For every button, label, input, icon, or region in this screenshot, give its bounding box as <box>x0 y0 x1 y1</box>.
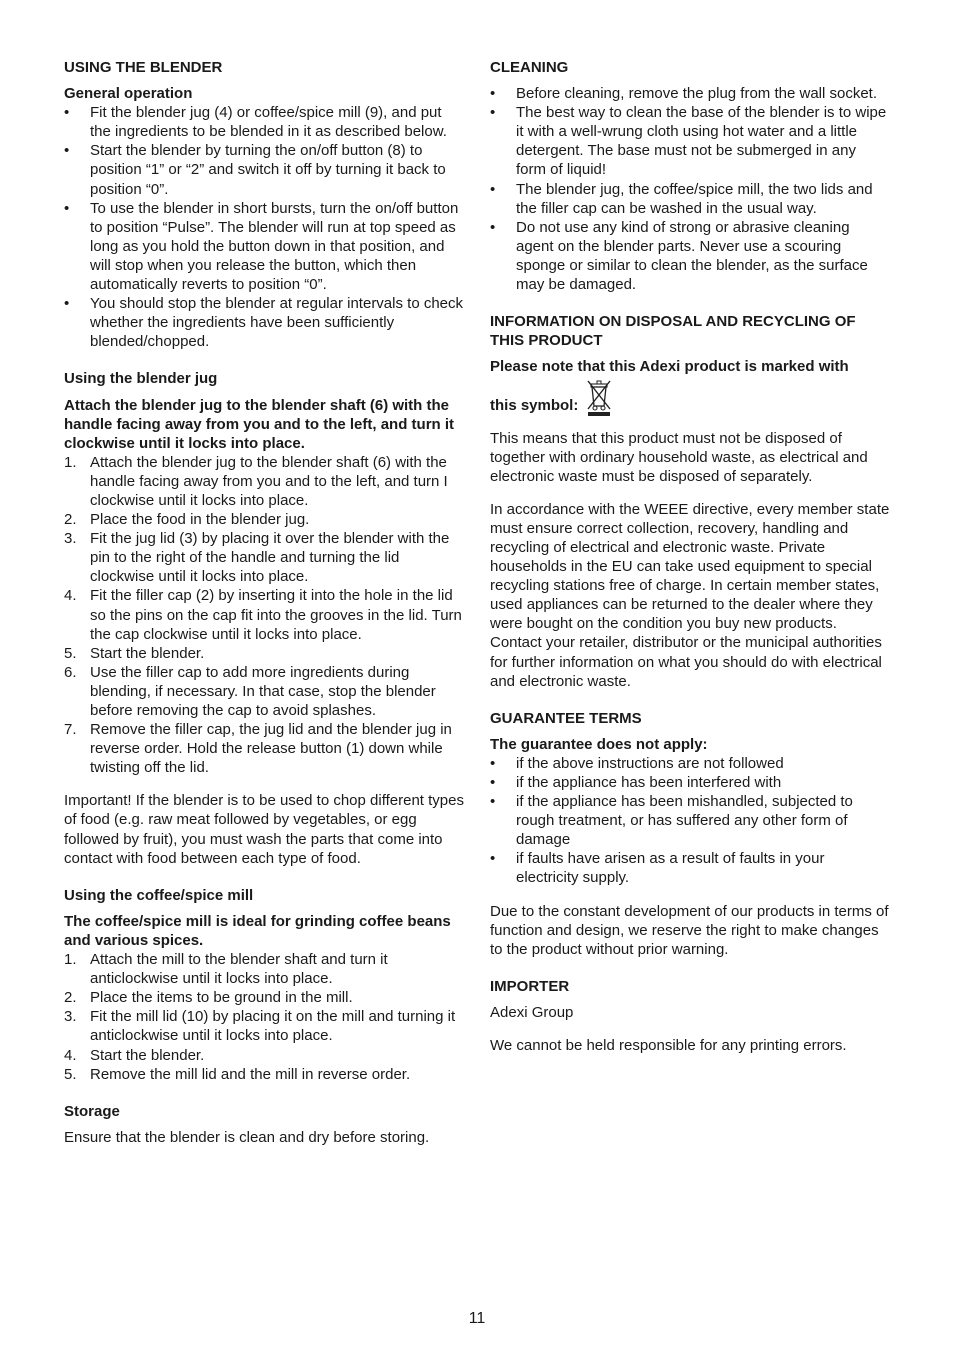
guarantee-subheading: The guarantee does not apply: <box>490 735 708 753</box>
list-item: • You should stop the blender at regular intervals to check whether the ingredients have been sufficiently blended/chopped. <box>64 294 464 351</box>
storage-text: Ensure that the blender is clean and dry before storing. <box>64 1128 430 1146</box>
list-item: • if faults have arisen as a result of faults in your electricity supply. <box>490 849 890 887</box>
disposal-paragraph-1: This means that this product must not be disposed of together with ordinary household waste, as electrical and electronic waste must be disposed of separately. <box>490 429 868 485</box>
importer-name: Adexi Group <box>490 1003 574 1021</box>
list-item: • if the above instructions are not followed <box>490 754 890 773</box>
using-blender-heading: USING THE BLENDER <box>64 59 223 76</box>
list-item: 1. Attach the mill to the blender shaft and turn it anticlockwise until it locks into place. <box>64 951 388 988</box>
coffee-mill-steps <box>64 950 464 1084</box>
list-item: 5. Start the blender. <box>64 644 205 662</box>
important-note: Important! If the blender is to be used to chop different types of food (e.g. raw meat followed by vegetables, or egg followed by fruit), you must wash the parts that come into contact with food between each type of food. <box>64 792 464 867</box>
disposal-paragraph-2: In accordance with the WEEE directive, every member state must ensure correct collection, recovery, handling and recycling of electrical and electronic waste. Private households in the EU can take used equipment to special recycling stations free of charge. In certain member states, used appliances can be returned to the dealer where they were bought on the condition you buy new products. Contact your retailer, distributor or the municipal authorities for further information on what you should do with electrical and electronic waste. <box>490 500 890 690</box>
printing-errors-note: We cannot be held responsible for any printing errors. <box>490 1037 847 1055</box>
list-item: 3. Fit the jug lid (3) by placing it over the blender with the pin to the right of the handle and turning the lid clockwise until it locks into place. <box>64 530 450 586</box>
coffee-mill-intro: The coffee/spice mill is ideal for grinding coffee beans and various spices. <box>64 912 451 949</box>
coffee-mill-heading: Using the coffee/spice mill <box>64 886 254 904</box>
storage-heading: Storage <box>64 1102 120 1120</box>
disposal-symbol-line <box>490 378 890 421</box>
list-item: • The blender jug, the coffee/spice mill, the two lids and the filler cap can be washed in the usual way. <box>490 180 890 218</box>
guarantee-heading: GUARANTEE TERMS <box>490 709 642 727</box>
disposal-symbol-label: this symbol: <box>490 397 579 415</box>
list-item: • To use the blender in short bursts, turn the on/off button to position “Pulse”. The blender will run at top speed as long as you hold the button down in that position, and will stop when you release the button, which then automatically reverts to position “0”. <box>64 199 464 294</box>
list-item: • Fit the blender jug (4) or coffee/spice mill (9), and put the ingredients to be blended in it as described below. <box>64 103 464 141</box>
guarantee-list <box>490 754 890 888</box>
guarantee-paragraph: Due to the constant development of our products in terms of function and design, we reserve the right to make changes to the product without prior warning. <box>490 902 889 958</box>
list-item: 6. Use the filler cap to add more ingredients during blending, if necessary. In that case, stop the blender before removing the cap to avoid splashes. <box>64 663 436 719</box>
list-item: 5. Remove the mill lid and the mill in reverse order. <box>64 1065 411 1083</box>
list-item: 7. Remove the filler cap, the jug lid and the blender jug in reverse order. Hold the release button (1) down while twisting off the lid. <box>64 721 452 777</box>
list-item: • The best way to clean the base of the blender is to wipe it with a well-wrung cloth using hot water and a little detergent. The base must not be submerged in any form of liquid! <box>490 103 890 179</box>
disposal-note: Please note that this Adexi product is marked with <box>490 358 849 376</box>
list-item: • Start the blender by turning the on/off button (8) to position “1” or “2” and switch it off by turning it back to position “0”. <box>64 141 464 198</box>
disposal-heading: INFORMATION ON DISPOSAL AND RECYCLING OF THIS PRODUCT <box>490 313 856 350</box>
list-item: • Before cleaning, remove the plug from the wall socket. <box>490 84 890 103</box>
list-item: • Do not use any kind of strong or abrasive cleaning agent on the blender parts. Never use a scouring sponge or similar to clean the blender, as the surface may be damaged. <box>490 218 890 294</box>
blender-jug-intro: Attach the blender jug to the blender shaft (6) with the handle facing away from you and to the left, and turn it clockwise until it locks into place. <box>64 396 455 452</box>
list-item: 3. Fit the mill lid (10) by placing it on the mill and turning it anticlockwise until it locks into place. <box>64 1008 456 1045</box>
cleaning-heading: CLEANING <box>490 59 569 76</box>
list-item: 2. Place the food in the blender jug. <box>64 511 310 529</box>
left-column <box>64 58 464 1147</box>
list-item: • if the appliance has been mishandled, subjected to rough treatment, or has suffered any other form of damage <box>490 792 890 849</box>
cleaning-list <box>490 84 890 294</box>
blender-jug-steps <box>64 453 464 778</box>
page-number: 11 <box>468 1310 486 1327</box>
list-item: 1. Attach the blender jug to the blender shaft (6) with the handle facing away from you and to the left, and turn I clockwise until it locks into place. <box>64 453 448 509</box>
list-item: 4. Fit the filler cap (2) by inserting it into the hole in the lid so the pins on the cap fit into the grooves in the lid. Turn the cap clockwise until it locks into place. <box>64 587 462 643</box>
right-column <box>490 58 890 1055</box>
crossed-out-wheelie-bin-icon <box>586 378 612 421</box>
blender-jug-heading: Using the blender jug <box>64 370 218 388</box>
list-item: • if the appliance has been interfered with <box>490 773 890 792</box>
general-operation-heading: General operation <box>64 85 193 103</box>
importer-heading: IMPORTER <box>490 977 570 995</box>
general-operation-list <box>64 103 464 351</box>
list-item: 2. Place the items to be ground in the mill. <box>64 989 353 1007</box>
list-item: 4. Start the blender. <box>64 1046 205 1064</box>
